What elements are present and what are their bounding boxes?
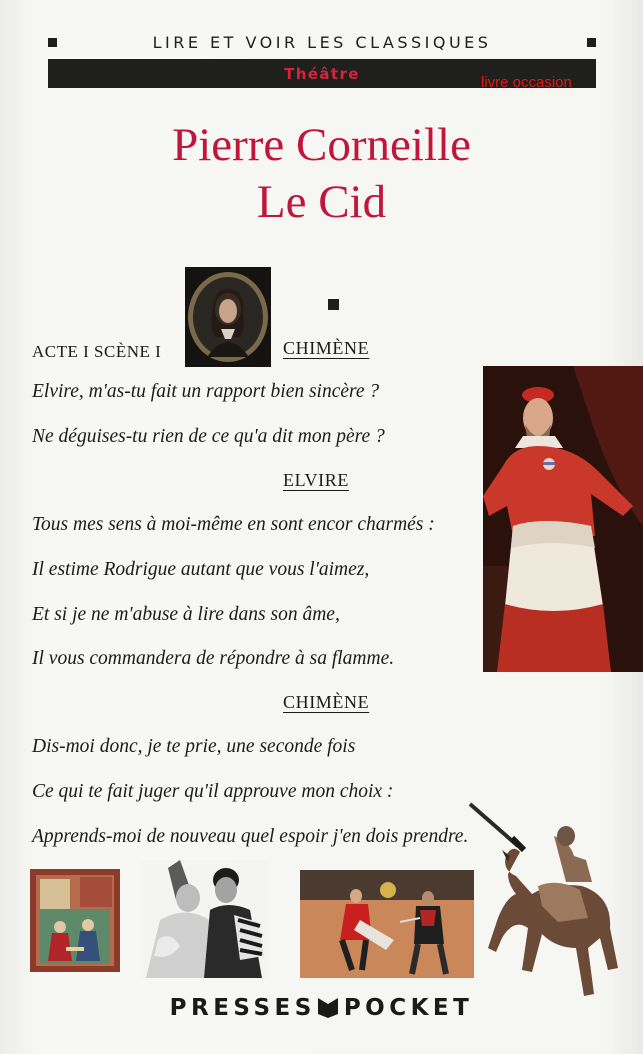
publisher-name-left: PRESSES bbox=[169, 995, 316, 1021]
speaker-elvire: ELVIRE bbox=[283, 470, 349, 490]
actors-photo-image bbox=[140, 860, 268, 978]
verse-line: Ne déguises-tu rien de ce qu'a dit mon père ? bbox=[32, 426, 385, 447]
verse-line: Il vous commandera de répondre à sa flamme. bbox=[32, 648, 395, 669]
square-bullet-icon bbox=[587, 38, 596, 47]
square-bullet-icon bbox=[328, 299, 339, 310]
pocket-logo-icon bbox=[318, 996, 338, 1018]
square-bullet-icon bbox=[48, 38, 57, 47]
publisher-name-right: POCKET bbox=[343, 995, 474, 1021]
knight-statue-image bbox=[462, 798, 622, 1003]
verse-line: Il estime Rodrigue autant que vous l'aimez, bbox=[32, 559, 370, 580]
cardinal-painting-image bbox=[483, 366, 643, 672]
watermark-label: livre occasion bbox=[481, 74, 572, 91]
manuscript-illustration-image bbox=[30, 869, 120, 972]
author-name: Pierre Corneille bbox=[172, 119, 471, 171]
film-still-image bbox=[300, 870, 474, 978]
speaker-chimene: CHIMÈNE bbox=[283, 692, 370, 712]
author-portrait-image bbox=[185, 267, 271, 367]
verse-line: Elvire, m'as-tu fait un rapport bien sincère ? bbox=[32, 381, 380, 402]
verse-line: Tous mes sens à moi-même en sont encor charmés : bbox=[32, 514, 435, 535]
series-header bbox=[48, 30, 596, 54]
series-name: LIRE ET VOIR LES CLASSIQUES bbox=[152, 32, 492, 52]
speaker-chimene: CHIMÈNE bbox=[283, 338, 370, 358]
genre-label: Théâtre bbox=[284, 64, 360, 83]
verse-line: Ce qui te fait juger qu'il approuve mon choix : bbox=[32, 781, 394, 802]
verse-line: Apprends-moi de nouveau quel espoir j'en dois prendre. bbox=[32, 826, 469, 847]
book-title: Le Cid bbox=[256, 176, 387, 228]
verse-line: Dis-moi donc, je te prie, une seconde fois bbox=[32, 736, 356, 757]
verse-line: Et si je ne m'abuse à lire dans son âme, bbox=[32, 604, 340, 625]
publisher-logo bbox=[0, 995, 643, 1021]
scene-heading: ACTE I SCÈNE I bbox=[32, 342, 162, 361]
